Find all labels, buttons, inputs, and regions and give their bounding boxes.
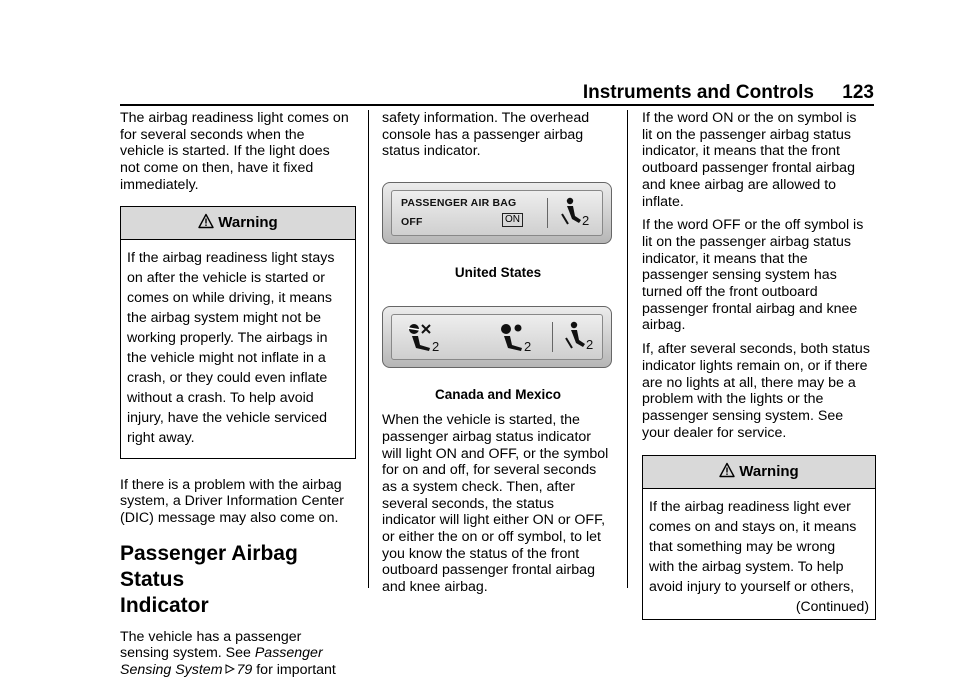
warning-title-text: Warning (218, 213, 278, 231)
text-line: are no lights at all, there may be a (642, 374, 856, 391)
passenger-air-bag-label: PASSENGER AIR BAG (401, 197, 517, 210)
text-line: inflate. (642, 193, 684, 210)
seated-passenger-icon (564, 321, 586, 351)
text-line: The airbag readiness light comes on (120, 110, 349, 126)
section-heading (120, 541, 356, 619)
text-line: working properly. The airbags in (127, 329, 328, 346)
panel-bezel (382, 306, 612, 368)
warning-title-text: Warning (739, 463, 799, 481)
text-line: When the vehicle is started, the (382, 412, 580, 429)
text-line: If the word ON or the on symbol is (642, 110, 857, 126)
text-line: or either the on or off symbol, to let (382, 529, 601, 546)
section-title: Instruments and Controls (582, 82, 814, 103)
airbag-off-icon (404, 321, 432, 353)
us-caption: United States (454, 265, 542, 281)
text-line: indicator will light either ON or OFF, (382, 512, 606, 529)
text-line: sensing system. See (120, 645, 255, 662)
column-divider (368, 110, 369, 588)
text-line: avoid injury to yourself or others, (649, 579, 855, 596)
text-line: immediately. (120, 176, 199, 193)
text-line: you know the status of the front (382, 545, 580, 562)
text-line: the airbag system might not be (127, 309, 321, 326)
column-1 (120, 110, 356, 679)
text-line: right away. (127, 429, 195, 446)
text-line: If the airbag readiness light stays (127, 249, 335, 266)
intro-paragraph (382, 110, 614, 160)
text-line: passenger sensing system. See (642, 407, 844, 424)
text-line: not come on then, have it fixed (120, 160, 314, 177)
off-indicator: OFF (401, 216, 423, 229)
text-line: If the airbag readiness light ever (649, 499, 851, 516)
warning-body (643, 489, 875, 619)
page-reference-icon (225, 664, 235, 674)
text-line: turned off the front outboard (642, 284, 818, 301)
text-line: airbag. (642, 317, 686, 334)
panel-screen (391, 314, 603, 360)
seat-number: 2 (432, 339, 440, 355)
panel-screen (391, 190, 603, 236)
text-line: outboard passenger frontal airbag (642, 160, 855, 177)
panel-divider (547, 198, 548, 228)
text-line: indicator, it means that the front (642, 143, 840, 160)
airbag-on-icon (496, 321, 524, 353)
text-line: vehicle is started. If the light does (120, 143, 330, 160)
column-3 (642, 110, 876, 620)
on-paragraph (642, 110, 876, 210)
text-line: without a crash. To help avoid (127, 389, 314, 406)
text-line: comes on and stays on, it means (649, 519, 857, 536)
page-number: 123 (842, 82, 874, 103)
text-line: console has a passenger airbag (382, 126, 584, 143)
text-line: as a system check. Then, after (382, 478, 575, 495)
text-line: status indicator. (382, 143, 481, 160)
panel-divider (552, 322, 553, 352)
text-line: If there is a problem with the airbag (120, 476, 342, 493)
text-line: with the airbag system. To help (649, 559, 844, 576)
text-line: indicator lights remain on, or if there (642, 357, 868, 374)
seat-number: 2 (582, 213, 590, 229)
seated-passenger-icon (560, 197, 582, 227)
text-line: outboard passenger frontal airbag (382, 562, 595, 579)
text-line: passenger frontal airbag and knee (642, 300, 858, 317)
text-line: system, a Driver Information Center (120, 493, 344, 510)
text-line: and knee airbag. (382, 579, 488, 596)
warning-box (642, 455, 876, 620)
text-line: crash, or they could even inflate (127, 369, 328, 386)
text-line: your dealer for service. (642, 424, 787, 441)
text-line: (DIC) message may also come on. (120, 509, 339, 526)
cross-reference-link[interactable]: Sensing System (120, 662, 223, 679)
canada-mexico-status-panel (382, 306, 614, 370)
seat-number: 2 (524, 339, 532, 355)
column-2 (382, 110, 614, 596)
text-line: problem with the lights or the (642, 391, 824, 408)
text-line: for several seconds when the (120, 126, 305, 143)
text-line: will light ON and OFF, or the symbol (382, 445, 609, 462)
heading-line: Indicator (120, 593, 209, 617)
text-line: If the word OFF or the off symbol is (642, 217, 864, 234)
warning-title (643, 456, 875, 489)
heading-line: Passenger Airbag Status (120, 541, 298, 591)
warning-icon (198, 213, 214, 229)
us-status-panel (382, 182, 614, 246)
header-rule (120, 104, 874, 106)
service-paragraph (642, 341, 876, 441)
text-line: lit on the passenger airbag status (642, 126, 852, 143)
intro-paragraph (120, 110, 356, 194)
page-reference-number[interactable]: 79 (236, 662, 253, 679)
text-line: for on and off, for several seconds (382, 462, 597, 479)
text-line: lit on the passenger airbag status (642, 233, 852, 250)
continued-label: (Continued) (795, 598, 869, 615)
text-line: passenger airbag status indicator (382, 428, 591, 445)
panel-bezel (382, 182, 612, 244)
text-line: for important (252, 662, 336, 679)
warning-box (120, 206, 356, 459)
column-divider (627, 110, 628, 588)
text-line: and knee airbag are allowed to (642, 176, 837, 193)
cross-reference-link[interactable]: Passenger (254, 645, 323, 662)
warning-icon (719, 462, 735, 478)
text-line: on after the vehicle is started or (127, 269, 325, 286)
canada-mexico-caption: Canada and Mexico (434, 387, 562, 403)
text-line: passenger sensing system has (642, 267, 837, 284)
text-line: safety information. The overhead (382, 110, 590, 126)
text-line: several seconds, the status (382, 495, 554, 512)
text-line: If, after several seconds, both status (642, 341, 870, 358)
dic-paragraph (120, 477, 356, 527)
text-line: that something may be wrong (649, 539, 836, 556)
warning-title (121, 207, 355, 240)
text-line: indicator, it means that the (642, 250, 808, 267)
warning-body (121, 240, 355, 458)
on-indicator: ON (502, 213, 523, 227)
body-paragraph (120, 629, 356, 679)
off-paragraph (642, 217, 876, 334)
text-line: injury, have the vehicle serviced (127, 409, 328, 426)
text-line: comes on while driving, it means (127, 289, 333, 306)
text-line: The vehicle has a passenger (120, 628, 302, 645)
body-paragraph (382, 412, 614, 596)
text-line: the vehicle might not inflate in a (127, 349, 326, 366)
seat-number: 2 (586, 337, 594, 353)
